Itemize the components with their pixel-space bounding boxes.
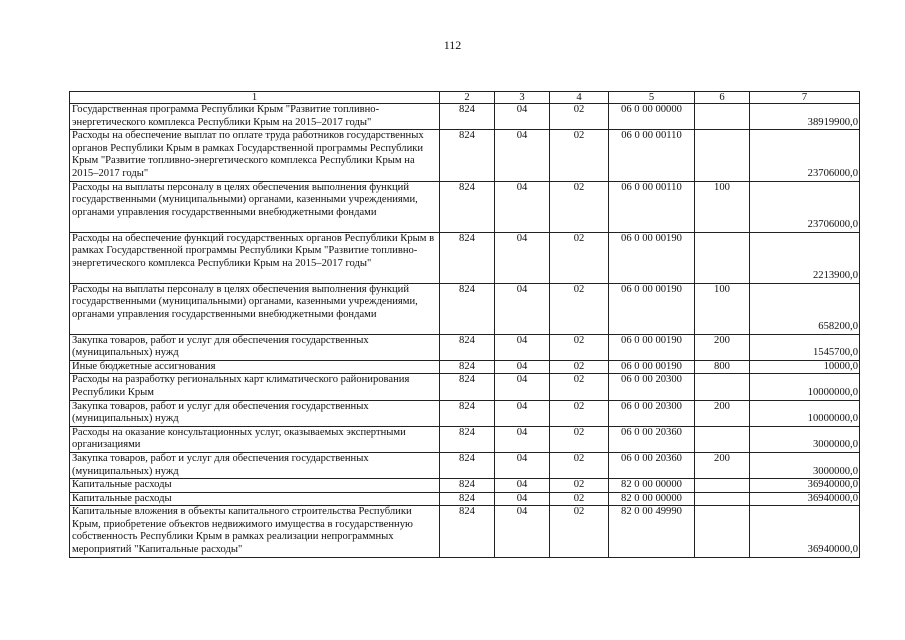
row-name: Расходы на обеспечение выплат по оплате труда работников государственных органов Республики Крым в рамках Государственной программы Республики Крым "Развитие топливно-энергетического комплекса Республики Крым на 2015–2017 годы" xyxy=(70,130,440,181)
col6-value xyxy=(695,374,750,400)
col6-value xyxy=(695,232,750,283)
header-row xyxy=(70,92,860,104)
table-row xyxy=(70,492,860,506)
col6-value xyxy=(695,426,750,452)
table-row xyxy=(70,426,860,452)
row-name: Расходы на оказание консультационных услуг, оказываемых экспертными организациями xyxy=(70,426,440,452)
col4-value: 02 xyxy=(550,232,609,283)
row-amount: 36940000,0 xyxy=(750,506,860,557)
column-header: 5 xyxy=(609,92,695,104)
table-row xyxy=(70,283,860,334)
table-row xyxy=(70,360,860,374)
row-name: Капитальные расходы xyxy=(70,479,440,493)
row-amount: 1545700,0 xyxy=(750,334,860,360)
col6-value xyxy=(695,130,750,181)
col2-value: 824 xyxy=(440,232,495,283)
row-name: Расходы на выплаты персоналу в целях обеспечения выполнения функций государственными (муниципальными) органами, казенными учреждениями, органами управления государственными внебюджетными фондами xyxy=(70,283,440,334)
col5-value: 82 0 00 00000 xyxy=(609,479,695,493)
col5-value: 06 0 00 20360 xyxy=(609,452,695,478)
column-header: 1 xyxy=(70,92,440,104)
col6-value xyxy=(695,492,750,506)
col5-value: 06 0 00 20300 xyxy=(609,374,695,400)
col6-value: 200 xyxy=(695,334,750,360)
row-name: Закупка товаров, работ и услуг для обеспечения государственных (муниципальных) нужд xyxy=(70,334,440,360)
row-amount: 38919900,0 xyxy=(750,104,860,130)
row-name: Закупка товаров, работ и услуг для обеспечения государственных (муниципальных) нужд xyxy=(70,400,440,426)
col2-value: 824 xyxy=(440,130,495,181)
col2-value: 824 xyxy=(440,492,495,506)
col2-value: 824 xyxy=(440,181,495,232)
table-row xyxy=(70,479,860,493)
table-row xyxy=(70,400,860,426)
row-amount: 23706000,0 xyxy=(750,130,860,181)
budget-table xyxy=(69,91,860,558)
col5-value: 06 0 00 00110 xyxy=(609,181,695,232)
col6-value xyxy=(695,479,750,493)
row-amount: 36940000,0 xyxy=(750,479,860,493)
row-amount: 23706000,0 xyxy=(750,181,860,232)
col5-value: 82 0 00 00000 xyxy=(609,492,695,506)
col5-value: 06 0 00 00190 xyxy=(609,232,695,283)
table-row xyxy=(70,374,860,400)
col5-value: 06 0 00 00000 xyxy=(609,104,695,130)
col5-value: 06 0 00 00110 xyxy=(609,130,695,181)
row-amount: 10000000,0 xyxy=(750,400,860,426)
col3-value: 04 xyxy=(495,232,550,283)
col4-value: 02 xyxy=(550,506,609,557)
col3-value: 04 xyxy=(495,181,550,232)
col3-value: 04 xyxy=(495,360,550,374)
col2-value: 824 xyxy=(440,400,495,426)
col2-value: 824 xyxy=(440,374,495,400)
col2-value: 824 xyxy=(440,360,495,374)
column-header: 2 xyxy=(440,92,495,104)
table-row xyxy=(70,334,860,360)
row-name: Капитальные вложения в объекты капитального строительства Республики Крым, приобретение объектов недвижимого имущества в государственную собственность Республики Крым в рамках реализации непрограммных мероприятий "Капитальные расходы" xyxy=(70,506,440,557)
col4-value: 02 xyxy=(550,334,609,360)
col6-value: 100 xyxy=(695,283,750,334)
table-row xyxy=(70,104,860,130)
col4-value: 02 xyxy=(550,104,609,130)
col3-value: 04 xyxy=(495,452,550,478)
row-name: Расходы на выплаты персоналу в целях обеспечения выполнения функций государственными (муниципальными) органами, казенными учреждениями, органами управления государственными внебюджетными фондами xyxy=(70,181,440,232)
col6-value xyxy=(695,104,750,130)
col5-value: 06 0 00 20300 xyxy=(609,400,695,426)
col2-value: 824 xyxy=(440,506,495,557)
col3-value: 04 xyxy=(495,130,550,181)
col4-value: 02 xyxy=(550,426,609,452)
col4-value: 02 xyxy=(550,492,609,506)
col3-value: 04 xyxy=(495,479,550,493)
col4-value: 02 xyxy=(550,130,609,181)
col3-value: 04 xyxy=(495,506,550,557)
col4-value: 02 xyxy=(550,374,609,400)
row-name: Капитальные расходы xyxy=(70,492,440,506)
col3-value: 04 xyxy=(495,334,550,360)
col4-value: 02 xyxy=(550,283,609,334)
col4-value: 02 xyxy=(550,360,609,374)
col5-value: 06 0 00 00190 xyxy=(609,360,695,374)
col6-value xyxy=(695,506,750,557)
col2-value: 824 xyxy=(440,334,495,360)
col2-value: 824 xyxy=(440,426,495,452)
table-row xyxy=(70,452,860,478)
col3-value: 04 xyxy=(495,426,550,452)
col5-value: 82 0 00 49990 xyxy=(609,506,695,557)
column-header: 6 xyxy=(695,92,750,104)
row-amount: 10000,0 xyxy=(750,360,860,374)
col2-value: 824 xyxy=(440,479,495,493)
table-row xyxy=(70,506,860,557)
row-amount: 3000000,0 xyxy=(750,426,860,452)
col5-value: 06 0 00 00190 xyxy=(609,334,695,360)
col2-value: 824 xyxy=(440,104,495,130)
col6-value: 200 xyxy=(695,400,750,426)
row-amount: 3000000,0 xyxy=(750,452,860,478)
row-name: Закупка товаров, работ и услуг для обеспечения государственных (муниципальных) нужд xyxy=(70,452,440,478)
row-name: Расходы на разработку региональных карт климатического районирования Республики Крым xyxy=(70,374,440,400)
col3-value: 04 xyxy=(495,400,550,426)
row-name: Иные бюджетные ассигнования xyxy=(70,360,440,374)
table-row xyxy=(70,232,860,283)
page-number: 112 xyxy=(443,38,462,52)
col2-value: 824 xyxy=(440,452,495,478)
col3-value: 04 xyxy=(495,492,550,506)
row-name: Расходы на обеспечение функций государственных органов Республики Крым в рамках Государственной программы Республики Крым "Развитие топливно-энергетического комплекса Республики Крым на 2015–2017 годы" xyxy=(70,232,440,283)
col6-value: 800 xyxy=(695,360,750,374)
row-amount: 10000000,0 xyxy=(750,374,860,400)
table-row xyxy=(70,181,860,232)
col4-value: 02 xyxy=(550,181,609,232)
row-amount: 36940000,0 xyxy=(750,492,860,506)
col5-value: 06 0 00 00190 xyxy=(609,283,695,334)
row-name: Государственная программа Республики Крым "Развитие топливно-энергетического комплекса Республики Крым на 2015–2017 годы" xyxy=(70,104,440,130)
table-row xyxy=(70,130,860,181)
row-amount: 2213900,0 xyxy=(750,232,860,283)
col4-value: 02 xyxy=(550,479,609,493)
col2-value: 824 xyxy=(440,283,495,334)
col5-value: 06 0 00 20360 xyxy=(609,426,695,452)
column-header: 4 xyxy=(550,92,609,104)
col4-value: 02 xyxy=(550,452,609,478)
col3-value: 04 xyxy=(495,104,550,130)
column-header: 7 xyxy=(750,92,860,104)
col6-value: 200 xyxy=(695,452,750,478)
col6-value: 100 xyxy=(695,181,750,232)
column-header: 3 xyxy=(495,92,550,104)
col3-value: 04 xyxy=(495,374,550,400)
col4-value: 02 xyxy=(550,400,609,426)
row-amount: 658200,0 xyxy=(750,283,860,334)
col3-value: 04 xyxy=(495,283,550,334)
